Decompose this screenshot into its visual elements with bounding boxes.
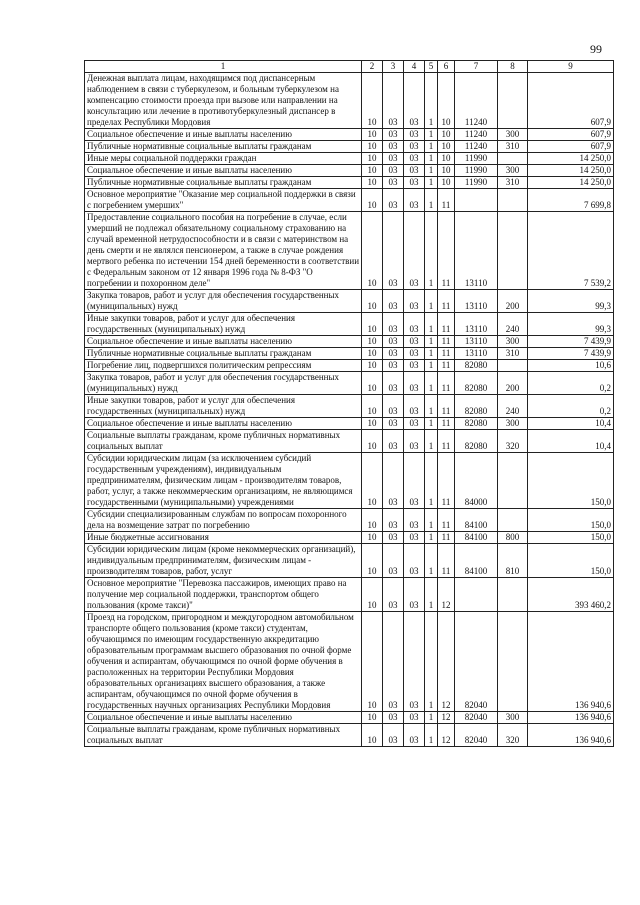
- expense-type-cell: 200: [498, 372, 528, 395]
- program-code-cell: 03: [404, 177, 425, 189]
- subprogram-code-cell: 1: [425, 348, 438, 360]
- table-row: [85, 336, 614, 348]
- amount-cell: 99,3: [528, 290, 614, 313]
- amount-cell: 7 439,9: [528, 348, 614, 360]
- table-row: [85, 544, 614, 578]
- row-name-cell: Социальное обеспечение и иные выплаты населению: [85, 712, 362, 724]
- program-code-cell: 03: [404, 544, 425, 578]
- column-header: 4: [404, 61, 425, 73]
- program-code-cell: 03: [404, 578, 425, 612]
- expense-type-cell: [498, 73, 528, 129]
- program-code-cell: 03: [404, 189, 425, 212]
- subprogram-code-cell: 1: [425, 141, 438, 153]
- expense-type-cell: 310: [498, 348, 528, 360]
- table-row: [85, 141, 614, 153]
- amount-cell: 10,6: [528, 360, 614, 372]
- row-name-cell: Денежная выплата лицам, находящимся под диспансерным наблюдением в связи с туберкулезом, и больным туберкулезом на компенсацию стоимости проезда при вызове или направлении на консультацию или лечение в противотуберкулезный диспансер в пределах Республики Мордовия: [85, 73, 362, 129]
- section-code-cell: 10: [362, 578, 383, 612]
- event-code-cell: 10: [438, 153, 455, 165]
- row-name-cell: Иные бюджетные ассигнования: [85, 532, 362, 544]
- direction-code-cell: 82080: [455, 395, 498, 418]
- subsection-code-cell: 03: [383, 418, 404, 430]
- table-row: [85, 430, 614, 453]
- event-code-cell: 11: [438, 360, 455, 372]
- event-code-cell: 11: [438, 313, 455, 336]
- amount-cell: 150,0: [528, 532, 614, 544]
- amount-cell: 136 940,6: [528, 712, 614, 724]
- amount-cell: 607,9: [528, 141, 614, 153]
- subsection-code-cell: 03: [383, 290, 404, 313]
- section-code-cell: 10: [362, 509, 383, 532]
- row-name-cell: Публичные нормативные социальные выплаты гражданам: [85, 141, 362, 153]
- page-number: 99: [590, 42, 602, 56]
- subprogram-code-cell: 1: [425, 532, 438, 544]
- subsection-code-cell: 03: [383, 212, 404, 290]
- direction-code-cell: 82080: [455, 430, 498, 453]
- table-header-row: [85, 61, 614, 73]
- section-code-cell: 10: [362, 189, 383, 212]
- program-code-cell: 03: [404, 129, 425, 141]
- section-code-cell: 10: [362, 165, 383, 177]
- program-code-cell: 03: [404, 73, 425, 129]
- event-code-cell: 11: [438, 336, 455, 348]
- subprogram-code-cell: 1: [425, 578, 438, 612]
- direction-code-cell: 11990: [455, 177, 498, 189]
- subsection-code-cell: 03: [383, 430, 404, 453]
- event-code-cell: 10: [438, 141, 455, 153]
- event-code-cell: 11: [438, 348, 455, 360]
- subprogram-code-cell: 1: [425, 418, 438, 430]
- column-header: 2: [362, 61, 383, 73]
- subprogram-code-cell: 1: [425, 724, 438, 747]
- subprogram-code-cell: 1: [425, 165, 438, 177]
- direction-code-cell: 84100: [455, 544, 498, 578]
- direction-code-cell: [455, 578, 498, 612]
- expense-type-cell: 310: [498, 141, 528, 153]
- expense-type-cell: 300: [498, 336, 528, 348]
- program-code-cell: 03: [404, 360, 425, 372]
- table-row: [85, 532, 614, 544]
- program-code-cell: 03: [404, 430, 425, 453]
- direction-code-cell: 11990: [455, 165, 498, 177]
- event-code-cell: 12: [438, 612, 455, 712]
- table-row: [85, 360, 614, 372]
- direction-code-cell: 82040: [455, 724, 498, 747]
- section-code-cell: 10: [362, 395, 383, 418]
- table-row: [85, 153, 614, 165]
- row-name-cell: Субсидии юридическим лицам (за исключением субсидий государственным учреждениям), индивидуальным предпринимателям, физическим лицам - производителям товаров, работ, услуг, а также некоммерческим организациям, не являющимся государственными (муниципальными) учреждениями: [85, 453, 362, 509]
- direction-code-cell: 13110: [455, 212, 498, 290]
- subsection-code-cell: 03: [383, 360, 404, 372]
- subprogram-code-cell: 1: [425, 395, 438, 418]
- table-row: [85, 712, 614, 724]
- subprogram-code-cell: 1: [425, 612, 438, 712]
- table-row: [85, 290, 614, 313]
- table-row: [85, 348, 614, 360]
- program-code-cell: 03: [404, 141, 425, 153]
- event-code-cell: 11: [438, 453, 455, 509]
- program-code-cell: 03: [404, 165, 425, 177]
- subsection-code-cell: 03: [383, 189, 404, 212]
- table-row: [85, 177, 614, 189]
- column-header: 9: [528, 61, 614, 73]
- table-row: [85, 189, 614, 212]
- direction-code-cell: 84100: [455, 509, 498, 532]
- budget-table: [84, 60, 614, 747]
- program-code-cell: 03: [404, 453, 425, 509]
- section-code-cell: 10: [362, 712, 383, 724]
- amount-cell: 14 250,0: [528, 165, 614, 177]
- amount-cell: 14 250,0: [528, 153, 614, 165]
- subsection-code-cell: 03: [383, 532, 404, 544]
- table-row: [85, 612, 614, 712]
- direction-code-cell: 11240: [455, 129, 498, 141]
- subsection-code-cell: 03: [383, 313, 404, 336]
- direction-code-cell: 82080: [455, 360, 498, 372]
- event-code-cell: 10: [438, 129, 455, 141]
- amount-cell: 0,2: [528, 372, 614, 395]
- event-code-cell: 11: [438, 212, 455, 290]
- direction-code-cell: 82080: [455, 372, 498, 395]
- amount-cell: 136 940,6: [528, 612, 614, 712]
- table-row: [85, 129, 614, 141]
- section-code-cell: 10: [362, 348, 383, 360]
- section-code-cell: 10: [362, 360, 383, 372]
- event-code-cell: 11: [438, 418, 455, 430]
- column-header: 5: [425, 61, 438, 73]
- section-code-cell: 10: [362, 313, 383, 336]
- expense-type-cell: 310: [498, 177, 528, 189]
- subprogram-code-cell: 1: [425, 336, 438, 348]
- program-code-cell: 03: [404, 612, 425, 712]
- subsection-code-cell: 03: [383, 73, 404, 129]
- subsection-code-cell: 03: [383, 177, 404, 189]
- subprogram-code-cell: 1: [425, 177, 438, 189]
- table-row: [85, 165, 614, 177]
- section-code-cell: 10: [362, 544, 383, 578]
- expense-type-cell: 200: [498, 290, 528, 313]
- row-name-cell: Закупка товаров, работ и услуг для обеспечения государственных (муниципальных) нужд: [85, 372, 362, 395]
- section-code-cell: 10: [362, 532, 383, 544]
- row-name-cell: Проезд на городском, пригородном и междугородном автомобильном транспорте общего пользования (кроме такси) студентам, обучающимся по имеющим государственную аккредитацию образовательным программам высшего образования по очной форме обучения и аспирантам, обучающимся по очной форме обучения в расположенных на территории Республики Мордовия образовательных организациях высшего образования, а также аспирантам, обучающимся по очной форме обучения в государственных научных организациях Республики Мордовия: [85, 612, 362, 712]
- row-name-cell: Социальные выплаты гражданам, кроме публичных нормативных социальных выплат: [85, 724, 362, 747]
- expense-type-cell: 300: [498, 712, 528, 724]
- event-code-cell: 12: [438, 578, 455, 612]
- expense-type-cell: [498, 360, 528, 372]
- amount-cell: 607,9: [528, 129, 614, 141]
- program-code-cell: 03: [404, 712, 425, 724]
- subsection-code-cell: 03: [383, 395, 404, 418]
- subprogram-code-cell: 1: [425, 313, 438, 336]
- row-name-cell: Субсидии юридическим лицам (кроме некоммерческих организаций), индивидуальным предпринимателям, физическим лицам - производителям товаров, работ, услуг: [85, 544, 362, 578]
- column-header: 7: [455, 61, 498, 73]
- subprogram-code-cell: 1: [425, 430, 438, 453]
- program-code-cell: 03: [404, 313, 425, 336]
- row-name-cell: Социальное обеспечение и иные выплаты населению: [85, 129, 362, 141]
- section-code-cell: 10: [362, 453, 383, 509]
- row-name-cell: Основное мероприятие "Перевозка пассажиров, имеющих право на получение мер социальной поддержки, транспортом общего пользования (кроме такси)": [85, 578, 362, 612]
- section-code-cell: 10: [362, 212, 383, 290]
- subsection-code-cell: 03: [383, 165, 404, 177]
- table-row: [85, 395, 614, 418]
- program-code-cell: 03: [404, 348, 425, 360]
- expense-type-cell: [498, 612, 528, 712]
- expense-type-cell: 300: [498, 129, 528, 141]
- event-code-cell: 12: [438, 712, 455, 724]
- amount-cell: 7 539,2: [528, 212, 614, 290]
- subprogram-code-cell: 1: [425, 360, 438, 372]
- row-name-cell: Социальное обеспечение и иные выплаты населению: [85, 165, 362, 177]
- expense-type-cell: [498, 453, 528, 509]
- column-header: 6: [438, 61, 455, 73]
- subsection-code-cell: 03: [383, 712, 404, 724]
- row-name-cell: Социальные выплаты гражданам, кроме публичных нормативных социальных выплат: [85, 430, 362, 453]
- amount-cell: 7 439,9: [528, 336, 614, 348]
- section-code-cell: 10: [362, 372, 383, 395]
- subsection-code-cell: 03: [383, 141, 404, 153]
- direction-code-cell: 13110: [455, 290, 498, 313]
- event-code-cell: 10: [438, 177, 455, 189]
- program-code-cell: 03: [404, 372, 425, 395]
- direction-code-cell: 11240: [455, 141, 498, 153]
- direction-code-cell: 82040: [455, 612, 498, 712]
- section-code-cell: 10: [362, 153, 383, 165]
- subsection-code-cell: 03: [383, 336, 404, 348]
- section-code-cell: 10: [362, 141, 383, 153]
- row-name-cell: Иные меры социальной поддержки граждан: [85, 153, 362, 165]
- direction-code-cell: 11240: [455, 73, 498, 129]
- direction-code-cell: 13110: [455, 313, 498, 336]
- direction-code-cell: 13110: [455, 336, 498, 348]
- subsection-code-cell: 03: [383, 372, 404, 395]
- section-code-cell: 10: [362, 129, 383, 141]
- expense-type-cell: 300: [498, 165, 528, 177]
- table-row: [85, 212, 614, 290]
- program-code-cell: 03: [404, 153, 425, 165]
- expense-type-cell: 320: [498, 430, 528, 453]
- subprogram-code-cell: 1: [425, 153, 438, 165]
- program-code-cell: 03: [404, 509, 425, 532]
- subprogram-code-cell: 1: [425, 129, 438, 141]
- program-code-cell: 03: [404, 336, 425, 348]
- subprogram-code-cell: 1: [425, 712, 438, 724]
- subsection-code-cell: 03: [383, 509, 404, 532]
- expense-type-cell: 300: [498, 418, 528, 430]
- subprogram-code-cell: 1: [425, 212, 438, 290]
- amount-cell: 99,3: [528, 313, 614, 336]
- expense-type-cell: 800: [498, 532, 528, 544]
- event-code-cell: 11: [438, 372, 455, 395]
- subprogram-code-cell: 1: [425, 453, 438, 509]
- expense-type-cell: [498, 509, 528, 532]
- row-name-cell: Социальное обеспечение и иные выплаты населению: [85, 418, 362, 430]
- subprogram-code-cell: 1: [425, 544, 438, 578]
- row-name-cell: Социальное обеспечение и иные выплаты населению: [85, 336, 362, 348]
- event-code-cell: 11: [438, 189, 455, 212]
- event-code-cell: 11: [438, 395, 455, 418]
- subsection-code-cell: 03: [383, 348, 404, 360]
- table-row: [85, 578, 614, 612]
- program-code-cell: 03: [404, 724, 425, 747]
- event-code-cell: 10: [438, 165, 455, 177]
- row-name-cell: Закупка товаров, работ и услуг для обеспечения государственных (муниципальных) нужд: [85, 290, 362, 313]
- direction-code-cell: 13110: [455, 348, 498, 360]
- subsection-code-cell: 03: [383, 129, 404, 141]
- program-code-cell: 03: [404, 212, 425, 290]
- subsection-code-cell: 03: [383, 724, 404, 747]
- subprogram-code-cell: 1: [425, 290, 438, 313]
- subprogram-code-cell: 1: [425, 372, 438, 395]
- subprogram-code-cell: 1: [425, 73, 438, 129]
- subsection-code-cell: 03: [383, 544, 404, 578]
- row-name-cell: Иные закупки товаров, работ и услуг для обеспечения государственных (муниципальных) нужд: [85, 313, 362, 336]
- column-header: 3: [383, 61, 404, 73]
- table-row: [85, 724, 614, 747]
- table-row: [85, 418, 614, 430]
- subprogram-code-cell: 1: [425, 509, 438, 532]
- row-name-cell: Предоставление социального пособия на погребение в случае, если умерший не подлежал обязательному социальному страхованию на случай временной нетрудоспособности и в связи с материнством на день смерти и не являлся пенсионером, а также в случае рождения мертвого ребенка по истечении 154 дней беременности в соответствии с Федеральным законом от 12 января 1996 года № 8-ФЗ "О погребении и похоронном деле": [85, 212, 362, 290]
- amount-cell: 0,2: [528, 395, 614, 418]
- program-code-cell: 03: [404, 532, 425, 544]
- direction-code-cell: 84000: [455, 453, 498, 509]
- table-row: [85, 313, 614, 336]
- event-code-cell: 11: [438, 430, 455, 453]
- program-code-cell: 03: [404, 395, 425, 418]
- subprogram-code-cell: 1: [425, 189, 438, 212]
- row-name-cell: Публичные нормативные социальные выплаты гражданам: [85, 177, 362, 189]
- expense-type-cell: [498, 212, 528, 290]
- expense-type-cell: 810: [498, 544, 528, 578]
- direction-code-cell: 11990: [455, 153, 498, 165]
- table-row: [85, 73, 614, 129]
- event-code-cell: 11: [438, 509, 455, 532]
- expense-type-cell: 320: [498, 724, 528, 747]
- event-code-cell: 11: [438, 290, 455, 313]
- program-code-cell: 03: [404, 418, 425, 430]
- direction-code-cell: 82080: [455, 418, 498, 430]
- direction-code-cell: [455, 189, 498, 212]
- event-code-cell: 11: [438, 532, 455, 544]
- subsection-code-cell: 03: [383, 578, 404, 612]
- direction-code-cell: 82040: [455, 712, 498, 724]
- expense-type-cell: 240: [498, 313, 528, 336]
- section-code-cell: 10: [362, 430, 383, 453]
- event-code-cell: 10: [438, 73, 455, 129]
- expense-type-cell: 240: [498, 395, 528, 418]
- table-row: [85, 372, 614, 395]
- subsection-code-cell: 03: [383, 612, 404, 712]
- amount-cell: 136 940,6: [528, 724, 614, 747]
- row-name-cell: Субсидии специализированным службам по вопросам похоронного дела на возмещение затрат по погребению: [85, 509, 362, 532]
- table-row: [85, 453, 614, 509]
- row-name-cell: Иные закупки товаров, работ и услуг для обеспечения государственных (муниципальных) нужд: [85, 395, 362, 418]
- event-code-cell: 12: [438, 724, 455, 747]
- row-name-cell: Основное мероприятие "Оказание мер социальной поддержки в связи с погребением умерших": [85, 189, 362, 212]
- amount-cell: 607,9: [528, 73, 614, 129]
- amount-cell: 10,4: [528, 430, 614, 453]
- program-code-cell: 03: [404, 290, 425, 313]
- section-code-cell: 10: [362, 336, 383, 348]
- section-code-cell: 10: [362, 290, 383, 313]
- row-name-cell: Публичные нормативные социальные выплаты гражданам: [85, 348, 362, 360]
- subsection-code-cell: 03: [383, 453, 404, 509]
- section-code-cell: 10: [362, 612, 383, 712]
- amount-cell: 10,4: [528, 418, 614, 430]
- subsection-code-cell: 03: [383, 153, 404, 165]
- event-code-cell: 11: [438, 544, 455, 578]
- section-code-cell: 10: [362, 177, 383, 189]
- amount-cell: 393 460,2: [528, 578, 614, 612]
- expense-type-cell: [498, 578, 528, 612]
- direction-code-cell: 84100: [455, 532, 498, 544]
- expense-type-cell: [498, 189, 528, 212]
- expense-type-cell: [498, 153, 528, 165]
- amount-cell: 150,0: [528, 509, 614, 532]
- amount-cell: 150,0: [528, 453, 614, 509]
- section-code-cell: 10: [362, 724, 383, 747]
- table-row: [85, 509, 614, 532]
- amount-cell: 7 699,8: [528, 189, 614, 212]
- amount-cell: 14 250,0: [528, 177, 614, 189]
- column-header: 8: [498, 61, 528, 73]
- amount-cell: 150,0: [528, 544, 614, 578]
- section-code-cell: 10: [362, 73, 383, 129]
- section-code-cell: 10: [362, 418, 383, 430]
- row-name-cell: Погребение лиц, подвергшихся политическим репрессиям: [85, 360, 362, 372]
- column-header: 1: [85, 61, 362, 73]
